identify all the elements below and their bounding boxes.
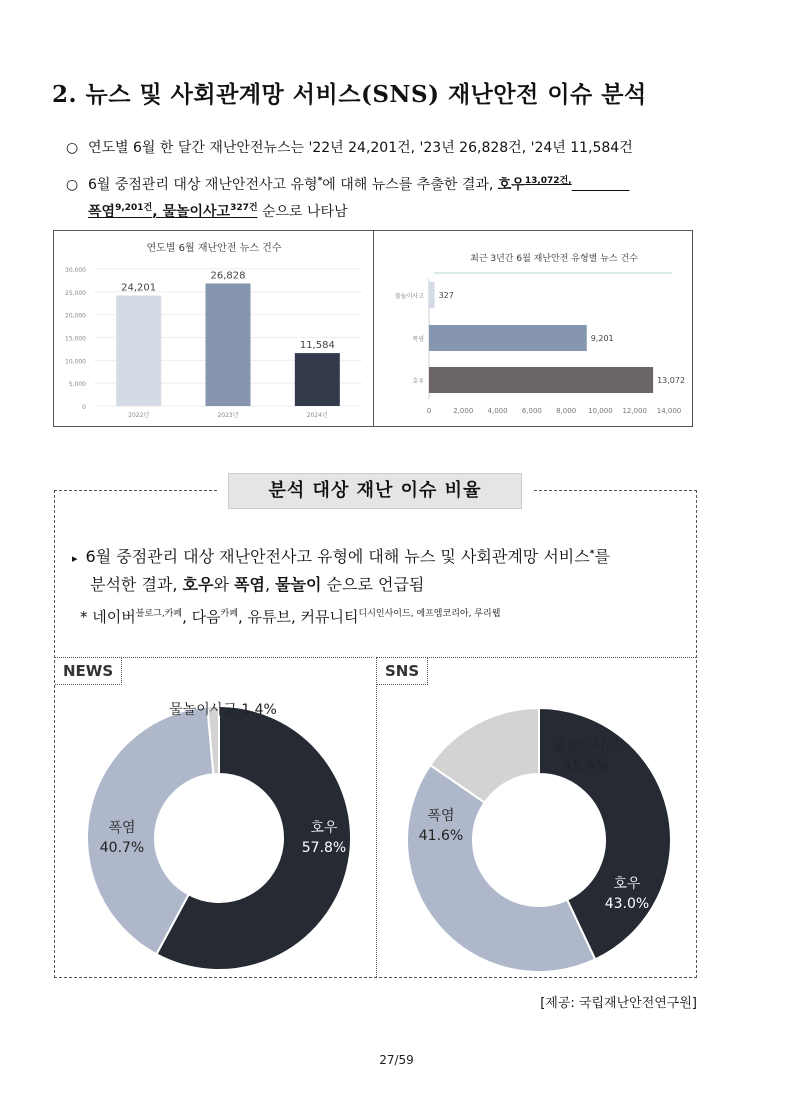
type-water: 물놀이사고	[162, 204, 231, 220]
news-panel-label: NEWS	[55, 658, 122, 685]
slice-label: 호우	[310, 820, 338, 836]
news-panel	[55, 657, 372, 977]
slice-label: 폭염	[427, 808, 455, 824]
x-tick-label: 12,000	[622, 407, 647, 415]
bullet-news-types-cont: 폭염$^{9,201건}$, 물놀이사고$^{327건}$ 순으로 나타남	[88, 203, 348, 220]
y-category-label: 폭염	[412, 336, 424, 343]
chart-title: 최근 3년간 6월 재난안전 유형별 뉴스 건수	[470, 254, 638, 264]
sns-donut-chart	[377, 658, 697, 978]
bullet-news-yearly	[66, 137, 633, 157]
slice-label: 물놀이사고	[552, 738, 620, 754]
hbar-value-label: 9,201	[590, 334, 614, 343]
slice-value: 40.7%	[99, 840, 145, 856]
bullet-news-types: ○ 6월 중점관리 대상 재난안전사고 유형*에 대해 뉴스를 추출한 결과, 호우$^{13,072건,}$	[66, 176, 572, 193]
y-tick-label: 5,000	[68, 381, 86, 389]
slice-value: 57.8%	[301, 840, 347, 856]
y-tick-label: 30,000	[65, 267, 86, 274]
desc-mark: ▸	[72, 552, 78, 565]
section-heading: 2. 뉴스 및 사회관계망 서비스(SNS) 재난안전 이슈 분석	[52, 81, 647, 108]
issue-ratio-title: 분석 대상 재난 이슈 비율	[228, 473, 522, 509]
x-tick-label: 6,000	[521, 407, 542, 415]
slice-label: 호우	[613, 876, 641, 892]
footnote-star: *	[317, 176, 323, 186]
page-number: 27/59	[379, 1053, 414, 1067]
bar-value-label: 24,201	[121, 282, 157, 294]
x-tick-label: 4,000	[487, 407, 508, 415]
slice-value: 15.4%	[563, 758, 609, 774]
box-footnote: * 네이버$^{블로그,카페}$, 다음$^{카페}$, 유튜브, 커뮤니티$^{디시인사이드, 에프엠코리아, 루리웹}$	[80, 608, 501, 626]
slice-value: 41.6%	[418, 828, 464, 844]
slice-label: 물놀이사고 1.4%	[169, 702, 277, 718]
bar-value-label: 26,828	[210, 270, 246, 282]
type-rain: 호우	[497, 177, 525, 193]
y-tick-label: 20,000	[65, 312, 86, 320]
hbar-1	[429, 325, 587, 351]
slice-value: 43.0%	[604, 896, 650, 912]
type-heat: 폭염	[88, 204, 116, 220]
slice-label: 폭염	[108, 820, 136, 836]
source-credit: [제공: 국립재난안전연구원]	[540, 996, 697, 1011]
x-tick-label: 2,000	[453, 407, 474, 415]
bullet-mark: ○	[66, 177, 79, 193]
chart-title: 연도별 6월 재난안전 뉴스 건수	[146, 243, 282, 254]
sns-panel-label: SNS	[377, 658, 428, 685]
top-charts-frame	[53, 230, 693, 427]
hbar-2	[429, 367, 653, 393]
bullet-text: 연도별 6월 한 달간 재난안전뉴스는 '22년 24,201건, '23년 26,828건, '24년 11,584건	[88, 140, 633, 156]
x-tick-label: 14,000	[656, 407, 682, 415]
donut-slice-1	[407, 765, 595, 972]
y-category-label: 물놀이사고	[395, 293, 424, 300]
x-tick-label: 0	[426, 407, 432, 415]
hbar-0	[429, 282, 435, 308]
y-tick-label: 25,000	[65, 289, 86, 297]
bullet-mark: ○	[66, 140, 79, 156]
x-tick-label: 8,000	[556, 407, 577, 415]
box-desc-line1: ▸ 6월 중점관리 대상 재난안전사고 유형에 대해 뉴스 및 사회관계망 서비스*를	[72, 547, 610, 566]
x-category-label: 2022년	[128, 412, 150, 419]
x-category-label: 2023년	[217, 412, 239, 419]
hbar-value-label: 13,072	[657, 376, 686, 385]
y-tick-label: 10,000	[65, 358, 86, 366]
type-news-bar-chart	[54, 231, 692, 426]
box-desc-line2: 분석한 결과, 호우와 폭염, 물놀이 순으로 언급됨	[90, 575, 425, 594]
bar-value-label: 11,584	[299, 340, 335, 352]
y-tick-label: 0	[82, 404, 86, 411]
x-category-label: 2024년	[306, 412, 328, 419]
y-tick-label: 15,000	[65, 335, 86, 343]
hbar-value-label: 327	[438, 291, 454, 300]
news-donut-chart	[55, 658, 372, 978]
sns-panel	[376, 657, 696, 977]
x-tick-label: 10,000	[588, 407, 613, 415]
y-category-label: 호우	[412, 378, 424, 385]
